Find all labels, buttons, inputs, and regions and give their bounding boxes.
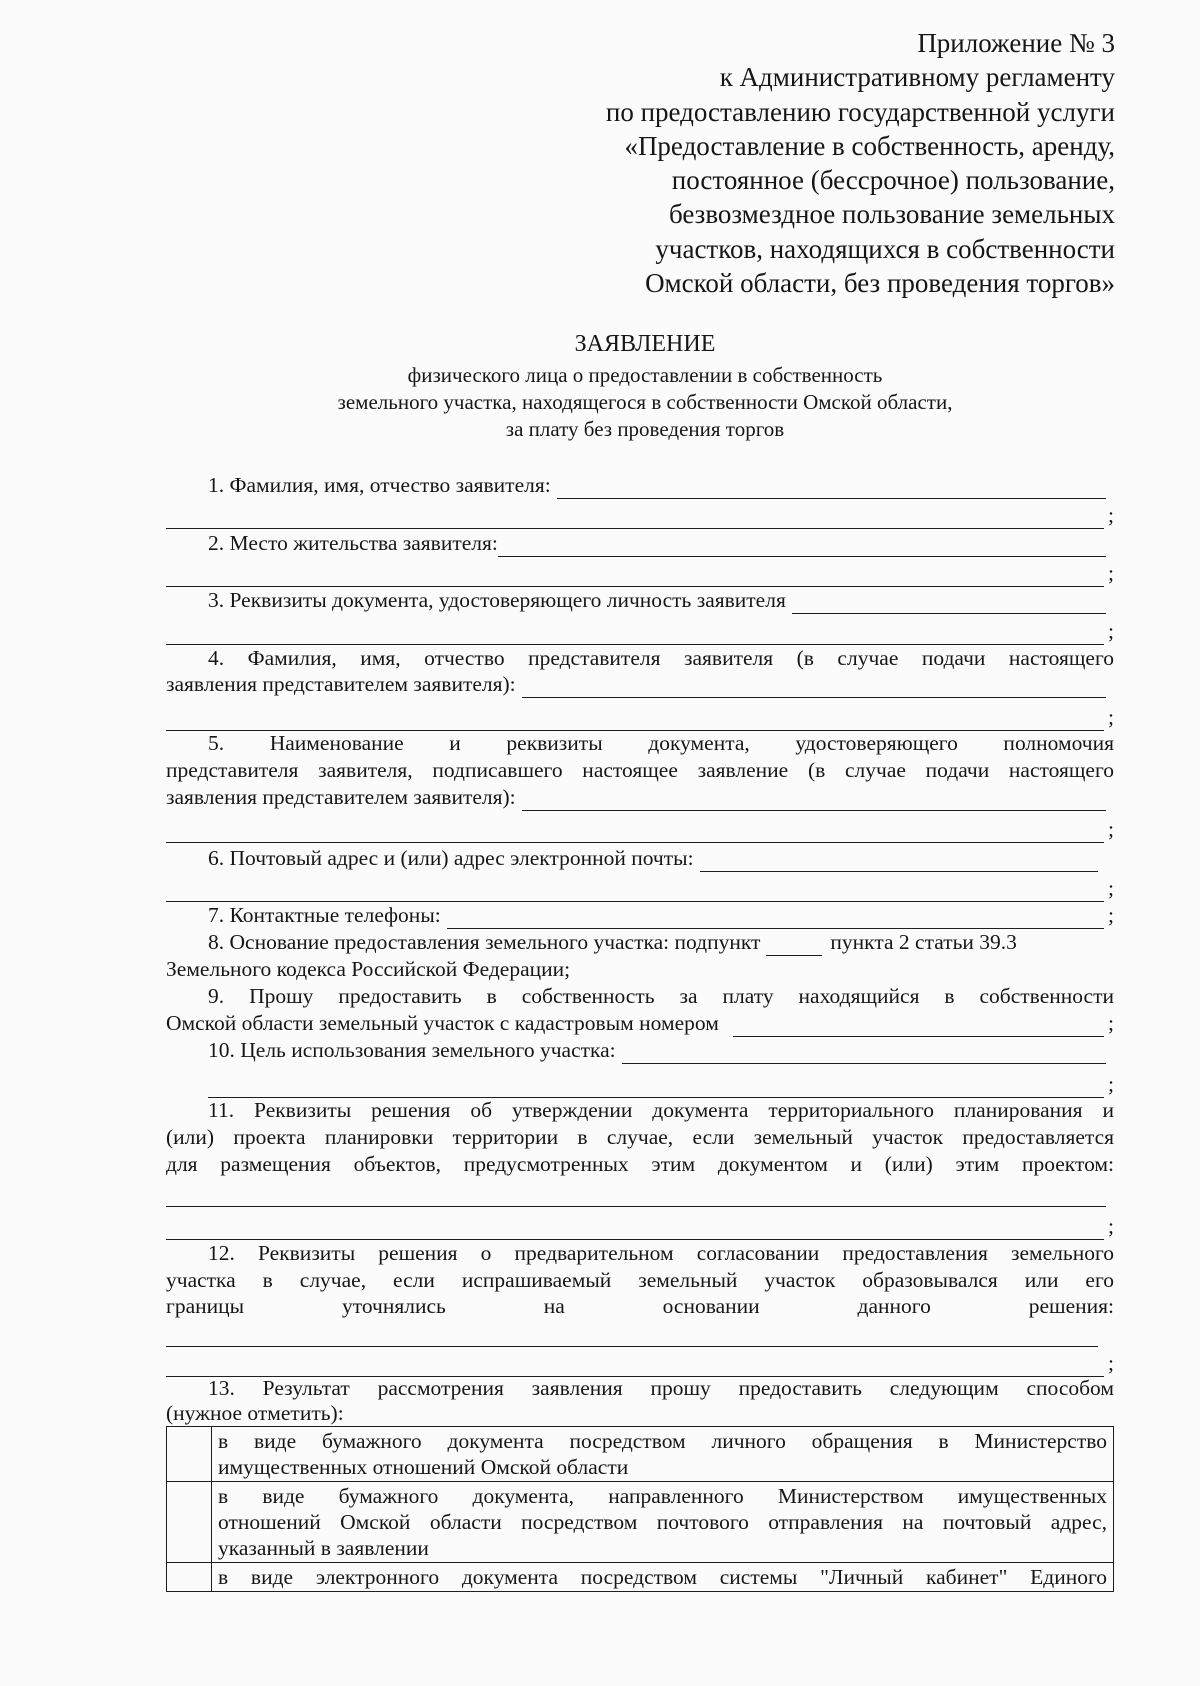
option-checkbox-electronic[interactable] — [167, 1563, 212, 1592]
annex-line: постоянное (бессрочное) пользование, — [671, 165, 1115, 196]
item-8-basis — [208, 929, 1114, 956]
annex-line: безвозмездное пользование земельных — [668, 199, 1115, 230]
semicolon: ; — [1108, 817, 1114, 841]
preliminary-approval-field-line-2[interactable] — [166, 1356, 1104, 1377]
item-11-line-2: (или) проекта планировки территории в случае, если земельный участок предоставляется — [166, 1125, 1114, 1149]
option-electronic — [212, 1563, 1114, 1592]
option-text: имущественных отношений Омской области — [218, 1455, 629, 1479]
item-11-line-3: для размещения объектов, предусмотренных этим документом и (или) этим проектом: — [166, 1152, 1114, 1176]
item-7-label: 7. Контактные телефоны: — [208, 903, 441, 927]
item-5-authority-document — [166, 784, 1106, 811]
item-11-field-1 — [166, 1180, 1106, 1207]
option-checkbox-postal[interactable] — [167, 1482, 212, 1563]
option-checkbox-personal-visit[interactable] — [167, 1427, 212, 1482]
item-4-representative-name — [166, 671, 1106, 698]
item-8-label: 8. Основание предоставления земельного участка: подпункт — [208, 930, 761, 954]
territorial-planning-field-line-2[interactable] — [166, 1219, 1104, 1240]
authority-document-field[interactable] — [522, 790, 1106, 811]
identity-document-field-line-2[interactable] — [166, 624, 1104, 645]
semicolon: ; — [1108, 876, 1114, 900]
item-13-label: (нужное отметить): — [166, 1401, 344, 1425]
document-title: ЗАЯВЛЕНИЕ — [574, 331, 716, 357]
option-text: в виде бумажного документа посредством личного обращения в Министерство — [218, 1429, 1107, 1453]
option-text: указанный в заявлении — [218, 1536, 429, 1560]
authority-document-field-line-2[interactable] — [166, 822, 1104, 843]
phones-field[interactable] — [447, 908, 1104, 929]
item-9-cadastral — [166, 1010, 1114, 1037]
identity-document-field[interactable] — [792, 593, 1106, 614]
item-11-field-2 — [166, 1213, 1114, 1240]
item-5-line-2: представителя заявителя, подписавшего настоящее заявление (в случае подачи настоящего — [166, 758, 1114, 782]
item-13-line-1: 13. Результат рассмотрения заявления прошу предоставить следующим способом — [208, 1376, 1114, 1400]
item-3-identity-document — [208, 587, 1106, 614]
item-2-label: 2. Место жительства заявителя: — [208, 531, 498, 555]
purpose-field[interactable] — [622, 1043, 1106, 1064]
purpose-field-line-2[interactable] — [208, 1077, 1104, 1098]
option-text: отношений Омской области посредством почтового отправления на почтовый адрес, — [218, 1510, 1107, 1534]
item-8-label-end: пункта 2 статьи 39.3 — [830, 930, 1017, 954]
item-2-residence — [208, 530, 1106, 557]
option-text: в виде бумажного документа, направленного Министерством имущественных — [218, 1484, 1107, 1508]
item-6-label: 6. Почтовый адрес и (или) адрес электронной почты: — [208, 846, 694, 870]
item-4-continuation — [166, 704, 1114, 731]
preliminary-approval-field[interactable] — [166, 1326, 1098, 1347]
item-12-field-1 — [166, 1320, 1098, 1347]
title-subline: земельного участка, находящегося в собственности Омской области, — [337, 390, 953, 414]
item-8-code: Земельного кодекса Российской Федерации; — [166, 957, 571, 981]
annex-number: Приложение № 3 — [917, 28, 1115, 58]
item-3-continuation — [166, 618, 1114, 645]
item-13-line-2 — [166, 1400, 1114, 1427]
cadastral-number-field[interactable] — [733, 1016, 1104, 1037]
subparagraph-field[interactable] — [766, 935, 822, 956]
item-1-applicant-name — [208, 472, 1106, 499]
item-6-postal-address — [208, 845, 1098, 872]
applicant-name-field[interactable] — [557, 478, 1106, 499]
item-12-line-1: 12. Реквизиты решения о предварительном согласовании предоставления земельного — [208, 1241, 1114, 1265]
representative-name-field-line-2[interactable] — [166, 710, 1104, 731]
item-10-label: 10. Цель использования земельного участка: — [208, 1038, 616, 1062]
item-12-line-2: участка в случае, если испрашиваемый земельный участок образовывался или его — [166, 1268, 1114, 1292]
residence-field-line-2[interactable] — [166, 566, 1104, 587]
postal-address-field-line-2[interactable] — [166, 881, 1104, 902]
semicolon: ; — [1108, 1072, 1114, 1096]
annex-line: «Предоставление в собственность, аренду, — [624, 130, 1115, 161]
item-9-line-1: 9. Прошу предоставить в собственность за плату находящийся в собственности — [208, 984, 1114, 1008]
semicolon: ; — [1108, 903, 1114, 927]
semicolon: ; — [1108, 1214, 1114, 1238]
semicolon: ; — [1108, 1011, 1114, 1035]
annex-line: участков, находящихся в собственности — [655, 233, 1115, 264]
title-subline: за плату без проведения торгов — [505, 417, 785, 441]
postal-address-field[interactable] — [700, 851, 1098, 872]
item-10-purpose — [208, 1037, 1106, 1064]
item-10-continuation — [208, 1071, 1114, 1098]
item-5-continuation — [166, 816, 1114, 843]
result-method-table — [166, 1426, 1114, 1592]
table-row — [167, 1482, 1114, 1563]
title-subline: физического лица о предоставлении в собственность — [407, 363, 883, 387]
item-3-label: 3. Реквизиты документа, удостоверяющего личность заявителя — [208, 588, 786, 612]
item-1-continuation — [166, 502, 1114, 529]
item-2-continuation — [166, 560, 1114, 587]
option-postal — [212, 1482, 1114, 1563]
representative-name-field[interactable] — [522, 677, 1106, 698]
semicolon: ; — [1108, 561, 1114, 585]
item-7-phones — [208, 902, 1114, 929]
item-6-continuation — [166, 875, 1114, 902]
semicolon: ; — [1108, 503, 1114, 527]
annex-header — [415, 26, 1115, 300]
annex-line: Омской области, без проведения торгов» — [645, 268, 1115, 299]
item-11-line-1: 11. Реквизиты решения об утверждении документа территориального планирования и — [208, 1098, 1114, 1122]
territorial-planning-field[interactable] — [166, 1186, 1106, 1207]
annex-line: к Административному регламенту — [719, 62, 1115, 93]
item-1-label: 1. Фамилия, имя, отчество заявителя: — [208, 473, 551, 497]
semicolon: ; — [1108, 619, 1114, 643]
item-12-field-2 — [166, 1350, 1114, 1377]
semicolon: ; — [1108, 705, 1114, 729]
table-row — [167, 1563, 1114, 1592]
item-12-line-3: границы уточнялись на основании данного решения: — [166, 1294, 1114, 1318]
annex-line: по предоставлению государственной услуги — [605, 96, 1115, 127]
item-4-label: заявления представителем заявителя): — [166, 672, 516, 696]
residence-field[interactable] — [498, 536, 1106, 557]
item-4-line-1: 4. Фамилия, имя, отчество представителя заявителя (в случае подачи настоящего — [208, 646, 1114, 670]
item-5-line-1: 5. Наименование и реквизиты документа, удостоверяющего полномочия — [208, 731, 1114, 755]
item-5-label: заявления представителем заявителя): — [166, 785, 516, 809]
table-row — [167, 1427, 1114, 1482]
item-8-line-2 — [166, 956, 1114, 983]
item-9-label: Омской области земельный участок с кадастровым номером — [166, 1011, 719, 1035]
option-text: в виде электронного документа посредством системы "Личный кабинет" Единого — [218, 1565, 1107, 1589]
semicolon: ; — [1108, 1351, 1114, 1375]
applicant-name-field-line-2[interactable] — [166, 508, 1104, 529]
option-personal-visit — [212, 1427, 1114, 1482]
